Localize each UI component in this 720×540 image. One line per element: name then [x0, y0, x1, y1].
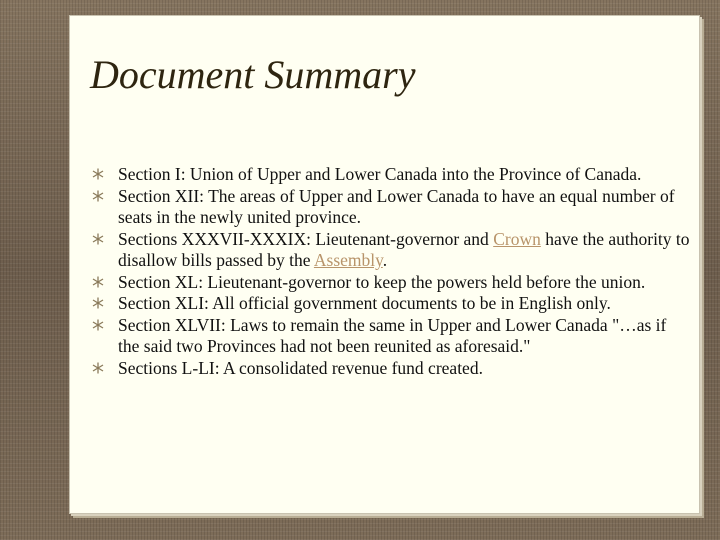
crown-link[interactable]: Crown	[493, 228, 541, 249]
asterisk-icon	[92, 319, 104, 331]
bullet-text: Section XLVII: Laws to remain the same in Upper and Lower Canada "…as if the said two Provinces had not been reunited as aforesaid."	[118, 314, 667, 356]
bullet-text-before-crown: Sections XXXVII-XXXIX: Lieutenant-governor and	[118, 228, 494, 249]
bullet-item-section-xlvii	[92, 315, 692, 358]
asterisk-icon	[92, 362, 104, 374]
bullet-item-section-i	[92, 164, 692, 186]
bullet-text: Section I: Union of Upper and Lower Canada into the Province of Canada.	[118, 164, 642, 184]
bullet-text-between-links: have the authority to disallow bills passed by the	[118, 228, 690, 270]
bullet-text: Sections L-LI: A consolidated revenue fund created.	[118, 357, 483, 378]
bullet-text-after-assembly: .	[382, 250, 388, 270]
bullet-text: Section XL: Lieutenant-governor to keep the powers held before the union.	[118, 271, 646, 292]
bullet-list	[92, 164, 692, 379]
asterisk-icon	[92, 276, 104, 288]
slide-title: Document Summary	[90, 52, 416, 97]
asterisk-icon	[92, 233, 104, 245]
asterisk-icon	[92, 190, 104, 202]
assembly-link[interactable]: Assembly	[313, 250, 383, 270]
asterisk-icon	[92, 168, 104, 180]
bullet-item-section-xl	[92, 272, 692, 294]
bullet-item-sections-xxxvii-xxxix	[92, 229, 692, 272]
bullet-item-sections-l-li	[92, 358, 692, 380]
bullet-text: Section XII: The areas of Upper and Lower Canada to have an equal number of seats in the newly united province.	[118, 185, 675, 227]
bullet-item-section-xii	[92, 186, 692, 229]
bullet-text: Section XLI: All official government documents to be in English only.	[118, 293, 611, 313]
bullet-item-section-xli	[92, 293, 692, 315]
asterisk-icon	[92, 297, 104, 309]
